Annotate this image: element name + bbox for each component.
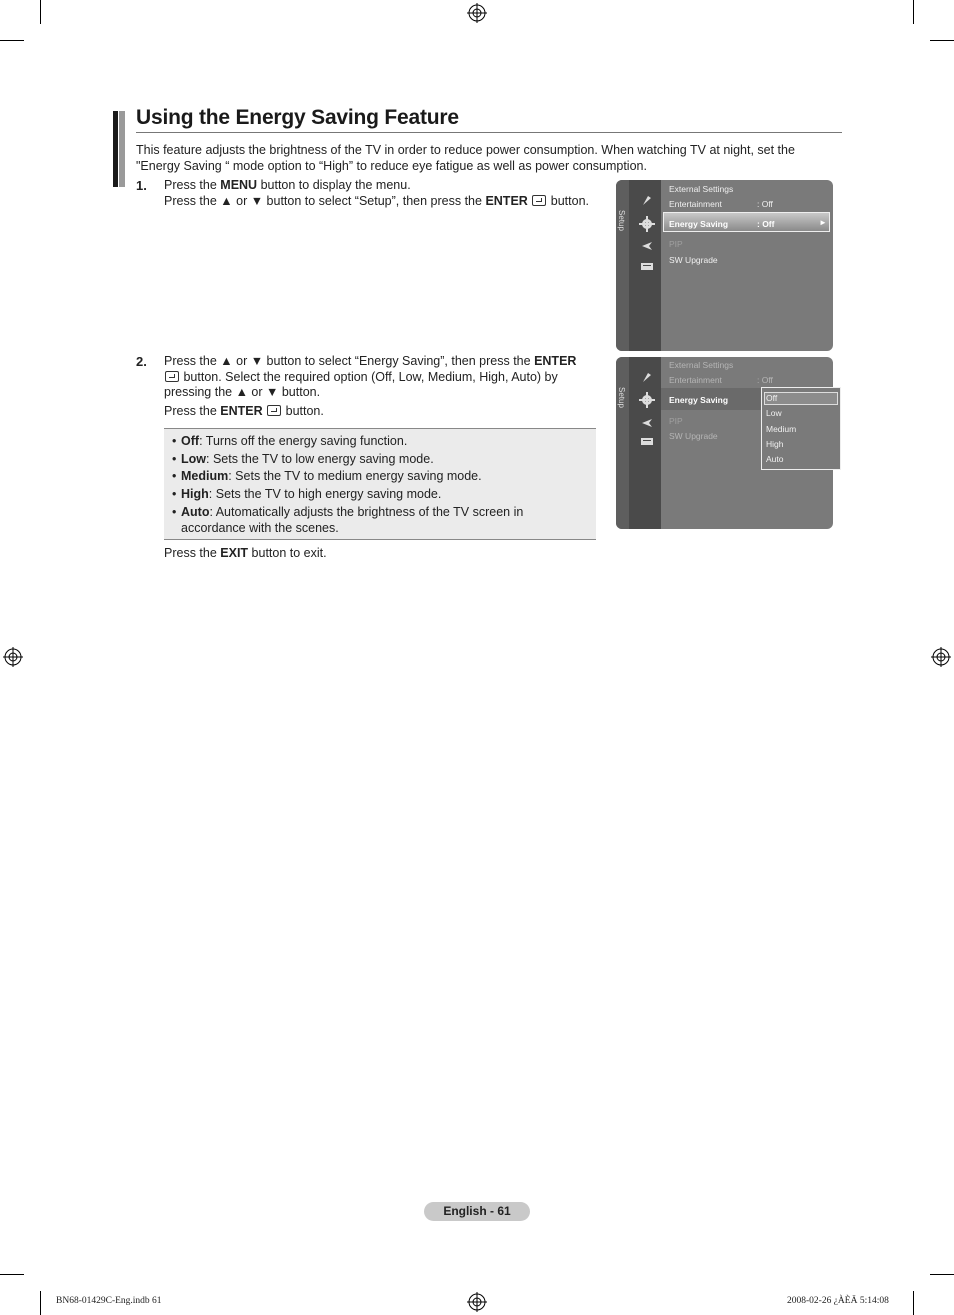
option-name: Off bbox=[181, 434, 200, 448]
gear-icon bbox=[638, 216, 656, 232]
text: button to exit. bbox=[248, 546, 327, 560]
crop-mark bbox=[913, 1291, 914, 1315]
option-name: Auto bbox=[181, 505, 210, 519]
bullet: • bbox=[172, 469, 177, 483]
file-slug: BN68-01429C-Eng.indb 61 bbox=[56, 1296, 162, 1306]
date-slug: 2008-02-26 ¿ÀÈÄ 5:14:08 bbox=[787, 1296, 889, 1306]
enter-key: ENTER bbox=[485, 193, 528, 208]
enter-icon bbox=[267, 405, 281, 416]
gear-icon bbox=[638, 392, 656, 408]
page-number: English - 61 bbox=[424, 1202, 530, 1221]
step-2-enter bbox=[164, 404, 604, 420]
input-icon bbox=[640, 240, 654, 252]
text: button. Select the required option (Off, Low, Medium, High, Auto) by pressing the ▲ or ▼ button. bbox=[164, 369, 558, 399]
osd-item: SW Upgrade bbox=[669, 431, 718, 441]
osd-side-label: Setup bbox=[617, 210, 626, 231]
intro-paragraph: This feature adjusts the brightness of the TV in order to reduce power consumption. When watching TV at night, set the "Energy Saving “ mode option to “High” to reduce eye fatigue as well as power consumption. bbox=[136, 143, 795, 173]
osd-item-selected: Energy Saving bbox=[669, 395, 729, 405]
option-desc: : Sets the TV to medium energy saving mode. bbox=[228, 469, 482, 483]
enter-icon bbox=[165, 371, 179, 382]
support-icon bbox=[640, 260, 654, 272]
crop-mark bbox=[0, 40, 24, 41]
section-marker bbox=[113, 111, 125, 187]
text: Press the bbox=[164, 546, 221, 560]
osd-side-label: Setup bbox=[617, 387, 626, 408]
page-title: Using the Energy Saving Feature bbox=[136, 106, 459, 129]
dropdown-option-low[interactable]: Low bbox=[766, 408, 782, 418]
registration-mark-icon bbox=[467, 1292, 487, 1312]
option-name: Medium bbox=[181, 469, 229, 483]
registration-mark-icon bbox=[931, 647, 951, 667]
bullet: • bbox=[172, 452, 177, 466]
enter-key: ENTER bbox=[534, 354, 577, 368]
osd-item-selected: Energy Saving bbox=[669, 219, 729, 229]
crop-mark bbox=[930, 1274, 954, 1275]
picture-icon bbox=[640, 371, 654, 383]
text: button to display the menu. bbox=[257, 178, 411, 192]
enter-key: ENTER bbox=[220, 404, 263, 418]
bullet: • bbox=[172, 487, 177, 501]
text: Press the bbox=[164, 178, 221, 192]
osd-item: External Settings bbox=[669, 360, 734, 370]
option-name: High bbox=[181, 487, 209, 501]
text: button. bbox=[547, 193, 589, 208]
option-desc: : Turns off the energy saving function. bbox=[199, 434, 408, 448]
exit-instruction bbox=[164, 546, 604, 562]
crop-mark bbox=[913, 0, 914, 24]
osd-item: Entertainment bbox=[669, 199, 722, 209]
crop-mark bbox=[0, 1274, 24, 1275]
energy-saving-dropdown[interactable] bbox=[761, 387, 841, 470]
exit-key: EXIT bbox=[220, 546, 249, 560]
bullet: • bbox=[172, 434, 177, 448]
step-1-text bbox=[164, 178, 609, 209]
option-desc: : Sets the TV to high energy saving mode. bbox=[208, 487, 442, 501]
bullet: • bbox=[172, 505, 177, 519]
osd-item-value: : Off bbox=[757, 199, 773, 209]
support-icon bbox=[640, 435, 654, 447]
osd-item: PIP bbox=[669, 239, 683, 249]
option-desc: : Automatically adjusts the brightness of the TV screen in accordance with the scenes. bbox=[181, 505, 524, 535]
dropdown-option-high[interactable]: High bbox=[766, 439, 784, 449]
step-2-text bbox=[164, 354, 604, 401]
crop-mark bbox=[40, 1291, 41, 1315]
registration-mark-icon bbox=[467, 3, 487, 23]
step-number: 2. bbox=[136, 354, 147, 369]
enter-icon bbox=[532, 195, 546, 206]
dropdown-option-off[interactable]: Off bbox=[766, 393, 778, 403]
crop-mark bbox=[930, 40, 954, 41]
osd-item: SW Upgrade bbox=[669, 255, 718, 265]
osd-arrow-icon: ► bbox=[819, 218, 827, 227]
text: Press the ▲ or ▼ button to select “Setup”, then press the bbox=[164, 193, 486, 208]
option-name: Low bbox=[181, 452, 206, 466]
text: Press the ▲ or ▼ button to select “Energy Saving”, then press the bbox=[164, 354, 535, 368]
picture-icon bbox=[640, 194, 654, 206]
registration-mark-icon bbox=[3, 647, 23, 667]
options-list bbox=[164, 428, 596, 540]
input-icon bbox=[640, 417, 654, 429]
osd-item: External Settings bbox=[669, 184, 734, 194]
dropdown-option-medium[interactable]: Medium bbox=[766, 424, 797, 434]
osd-item: Entertainment bbox=[669, 375, 722, 385]
title-divider bbox=[136, 132, 842, 133]
osd-item: PIP bbox=[669, 416, 683, 426]
dropdown-option-auto[interactable]: Auto bbox=[766, 454, 784, 464]
step-number: 1. bbox=[136, 178, 147, 193]
text: Press the bbox=[164, 404, 221, 418]
osd-item-value: : Off bbox=[757, 375, 773, 385]
menu-key: MENU bbox=[220, 178, 258, 192]
option-desc: : Sets the TV to low energy saving mode. bbox=[206, 452, 434, 466]
crop-mark bbox=[40, 0, 41, 24]
text: button. bbox=[282, 404, 324, 418]
osd-setup-menu bbox=[616, 180, 833, 351]
osd-item-value: : Off bbox=[757, 219, 775, 229]
